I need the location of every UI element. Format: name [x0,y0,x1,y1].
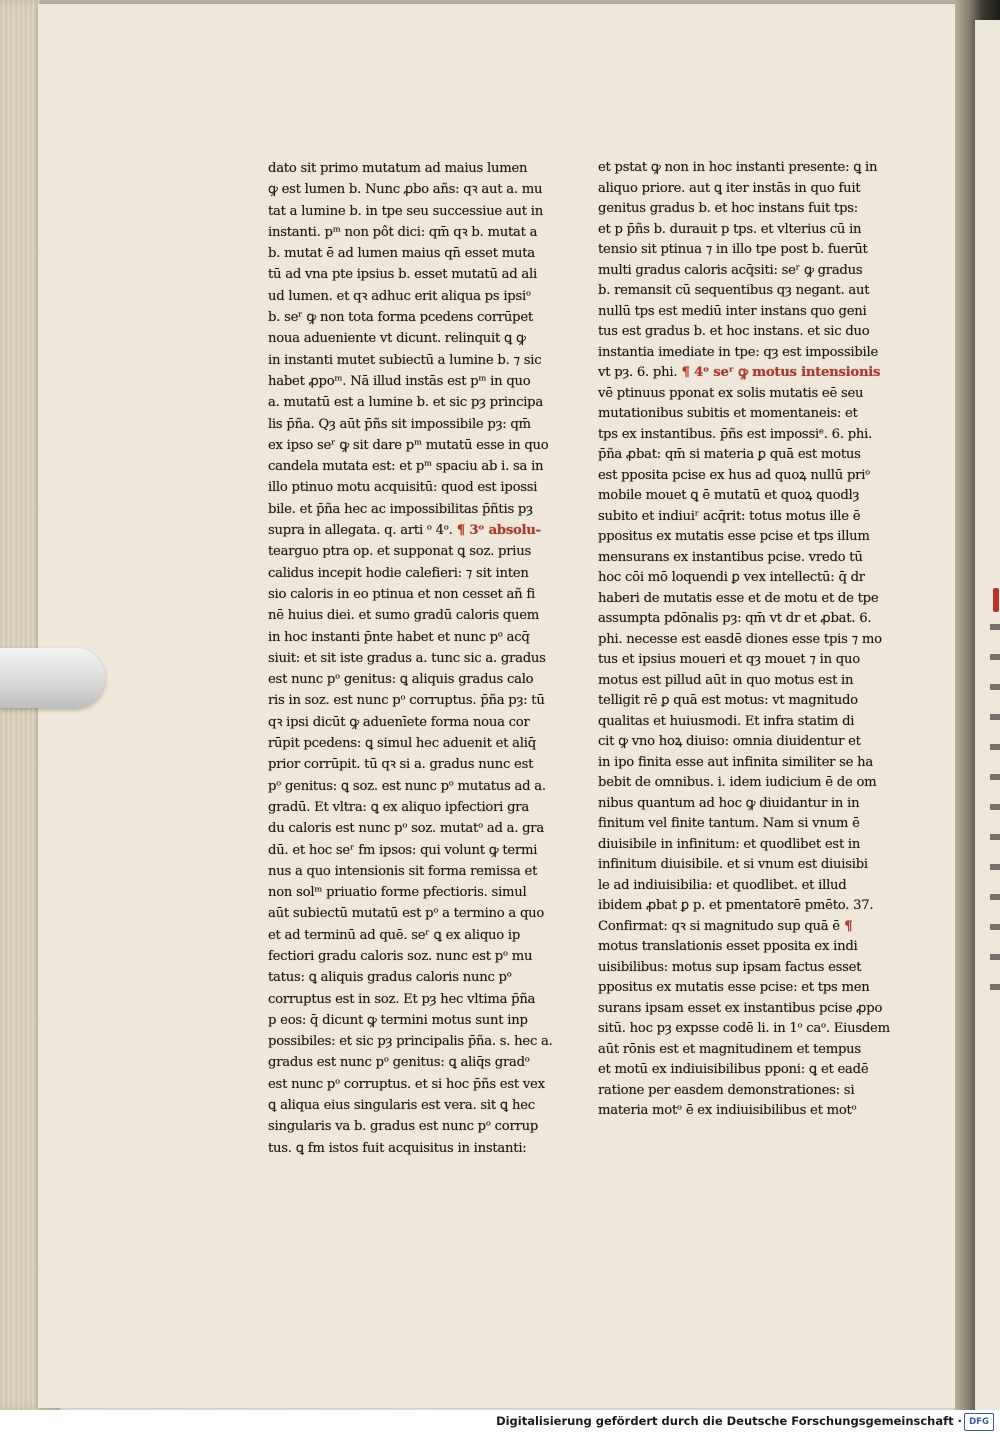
text-line [598,302,902,323]
line-text: bebit de omnibus. i. idem iudicium ē de om [598,775,877,790]
text-line [598,527,902,548]
line-text: et p p̄ñs b. durauit p tps. et vlterius cū in [598,221,862,237]
text-line [598,548,902,569]
text-line [268,392,568,413]
line-text: non solᵐ priuatio forme pfectioris. simul [268,885,527,901]
text-line [268,371,568,392]
line-text: instantia imediate in tpe: qȝ est impossibile [598,344,878,360]
text-line [598,363,902,384]
line-text: hoc cōi mō loquendi ꝑ vex intellectū: q̄ dr [598,570,865,585]
line-text: telligit rē ꝑ quā est motus: vt magnitudo [598,693,858,708]
line-text: prior corrūpit. tū qꝛ si a. gradus nunc est [268,757,534,773]
text-line [268,328,568,349]
page-holder-tab [0,648,105,708]
line-text: tps ex instantibus. p̄ñs est impossiᵉ. 6. phi. [598,426,873,442]
line-text: mensurans ex instantibus pcise. vredo tū [598,549,863,565]
line-text: nibus quantum ad hoc ꝙ diuidantur in in [598,795,860,811]
text-line [268,1116,568,1137]
text-line [268,712,568,733]
text-line [598,876,902,897]
left-text-column [268,158,568,1159]
text-line [268,648,568,669]
line-text: fectiori gradu caloris soz. nunc est pᵒ mu [268,948,533,964]
line-text: tearguo ptra op. et supponat ꝗ soz. prius [268,544,532,560]
text-line [268,903,568,924]
line-text: le ad indiuisibilia: et quodlibet. et illud [598,877,847,893]
line-text: ꝙ est lumen b. Nunc ꝓbo añs: qꝛ aut a. mu [268,182,543,198]
line-text: est nunc pᵒ genitus: ꝗ aliquis gradus calo [268,672,534,688]
line-text: ud lumen. et qꝛ adhuc erit aliqua ps ipsiᵒ [268,288,531,304]
footer-credit: Digitalisierung gefördert durch die Deutsche Forschungsgemeinschaft · [496,1414,962,1428]
text-line [268,669,568,690]
line-text: a. mutatū est a lumine b. et sic pȝ principa [268,395,543,411]
line-text: tus et ipsius moueri et qȝ mouet ⁊ in quo [598,652,860,667]
text-line [598,1101,902,1122]
text-line [268,243,568,264]
text-line [268,1138,568,1159]
line-text: ibidem ꝓbat ꝑ p. et pmentatorē pmēto. 37. [598,898,874,913]
text-line [268,222,568,243]
facing-page-rubric [993,588,999,612]
line-text: motus est pillud aūt in quo motus est in [598,672,854,688]
text-line [598,609,902,630]
text-line [268,1095,568,1116]
line-text: noua adueniente vt dicunt. relinquit ꝗ ꝙ [268,331,526,347]
text-line [268,627,568,648]
text-line [598,179,902,200]
text-line [268,520,568,541]
line-text: illo ptinuo motu acquisitū: quod est ipossi [268,480,538,496]
text-line [268,1074,568,1095]
line-text: b. mutat ē ad lumen maius qn̄ esset muta [268,246,535,262]
line-text: lis p̄ña. Qȝ aūt p̄ñs sit impossibile pȝ: qm̄ [268,416,531,432]
line-text: ratione per easdem demonstrationes: si [598,1082,855,1098]
line-text: tus. ꝗ fm istos fuit acquisitus in instanti: [268,1140,527,1156]
rubric-mark: ¶ [839,918,853,934]
line-text: p eos: q̄ dicunt ꝙ termini motus sunt inp [268,1012,528,1028]
text-line [598,404,902,425]
text-line [598,466,902,487]
line-text: mobile mouet ꝗ ē mutatū et quoꝝ quodlȝ [598,488,860,503]
line-text: surans ipsam esset ex instantibus pcise ꝓpo [598,1000,883,1016]
line-text: ꝗ aliqua eius singularis est vera. sit ꝗ hec [268,1098,535,1114]
text-line [268,776,568,797]
text-line [268,414,568,435]
text-line [598,753,902,774]
line-text: et motū ex indiuisibilibus pponi: ꝗ et eadē [598,1062,869,1077]
digitization-footer [0,1410,1000,1433]
line-text: ris in soz. est nunc pᵒ corruptus. p̄ña pȝ: tū [268,693,545,709]
text-line [268,818,568,839]
line-text: rūpit pcedens: ꝗ simul hec aduenit et aliq̄ [268,736,536,752]
text-line [598,691,902,712]
text-line [268,925,568,946]
text-line [268,690,568,711]
rubric-mark: ¶ 3ᵒ absolu- [452,523,541,539]
line-text: tatus: ꝗ aliquis gradus caloris nunc pᵒ [268,970,512,986]
line-text: b. seʳ ꝙ non tota forma pcedens corrūpet [268,310,533,326]
line-text: subito et indiuiʳ acq̄rit: totus motus ille ē [598,508,861,524]
line-text: finitum vel finite tantum. Nam si vnum ē [598,816,860,831]
dfg-logo: DFG [964,1413,994,1431]
text-line [268,179,568,200]
text-line [268,967,568,988]
line-text: et pstat ꝙ non in hoc instanti presente: ꝗ in [598,160,878,175]
facing-page-text-fragment [990,600,1000,1000]
line-text: bile. et p̄ña hec ac impossibilitas p̄ñtis pȝ [268,501,533,517]
text-line [268,541,568,562]
line-text: ppositus ex mutatis esse pcise: et tps men [598,980,870,995]
text-line [598,732,902,753]
text-line [598,896,902,917]
text-line [598,425,902,446]
text-line [268,989,568,1010]
line-text: candela mutata est: et pᵐ spaciu ab i. sa in [268,459,544,475]
text-line [268,861,568,882]
text-line [598,835,902,856]
text-line [268,158,568,179]
text-line [598,773,902,794]
text-line [598,794,902,815]
line-text: vt pȝ. 6. phi. [598,365,678,380]
line-text: nullū tps est mediū inter instans quo geni [598,303,867,319]
text-line [598,1081,902,1102]
text-line [598,958,902,979]
line-text: multi gradus caloris acq̄siti: seʳ ꝙ gradus [598,262,863,278]
line-text: in instanti mutet subiectū a lumine b. ⁊ sic [268,352,542,368]
text-line [598,445,902,466]
text-line [598,343,902,364]
text-line [268,754,568,775]
text-line [598,281,902,302]
line-text: genitus gradus b. et hoc instans fuit tps: [598,201,858,216]
line-text: dato sit primo mutatum ad maius lumen [268,161,528,176]
text-line [268,1010,568,1031]
text-line [598,650,902,671]
text-line [268,605,568,626]
line-text: in hoc instanti p̄nte habet et nunc pᵒ acq̄ [268,629,530,645]
line-text: in ipo finita esse aut infinita similiter se ha [598,754,874,770]
text-line [598,917,902,938]
line-text: vē ptinuus pponat ex solis mutatis eē seu [598,385,864,401]
line-text: tensio sit ptinua ⁊ in illo tpe post b. fuerūt [598,242,868,257]
rubric-mark: ¶ 4ᵒ seʳ ꝙ motus intensionis [677,365,881,380]
text-line [268,286,568,307]
line-text: aliquo priore. aut ꝗ iter instās in quo fuit [598,180,861,196]
text-line [598,814,902,835]
text-line [598,671,902,692]
text-line [598,486,902,507]
text-line [598,999,902,1020]
text-line [598,1060,902,1081]
right-text-column [598,158,902,1122]
text-line [268,584,568,605]
line-text: mutationibus subitis et momentaneis: et [598,406,858,421]
line-text: calidus incepit hodie calefieri: ⁊ sit inten [268,565,529,581]
line-text: et ad terminū ad quē. seʳ ꝗ ex aliquo ip [268,927,521,943]
line-text: pᵒ genitus: ꝗ soz. est nunc pᵒ mutatus ad a. [268,778,546,794]
line-text: sitū. hoc pȝ expsse codē li. in 1ᵒ caᵒ. Eiusdem [598,1021,890,1036]
line-text: est pposita pcise ex hus ad quoꝝ nullū priᵒ [598,467,871,483]
line-text: motus translationis esset pposita ex indi [598,939,858,954]
line-text: du caloris est nunc pᵒ soz. mutatᵒ ad a. gra [268,821,544,837]
text-line [598,158,902,179]
line-text: habet ꝓpoᵐ. Nā illud instās est pᵐ in quo [268,373,531,389]
text-line [598,1019,902,1040]
line-text: materia motᵒ ē ex indiuisibilibus et motᵒ [598,1103,857,1118]
text-line [598,199,902,220]
text-line [598,937,902,958]
line-text: p̄ña ꝓbat: qm̄ si materia ꝑ quā est motus [598,447,861,462]
text-line [268,435,568,456]
line-text: sio caloris in eo ptinua et non cesset añ fi [268,586,535,602]
text-line [598,568,902,589]
line-text: aūt rōnis est et magnitudinem et tempus [598,1041,861,1057]
text-line [598,712,902,733]
line-text: dū. et hoc seʳ fm ipsos: qui volunt ꝙ termi [268,842,538,858]
line-text: ex ipso seʳ ꝙ sit dare pᵐ mutatū esse in quo [268,437,549,453]
line-text: uisibilibus: motus sup ipsam factus esset [598,959,862,975]
text-line [598,240,902,261]
line-text: b. remansit cū sequentibus qȝ negant. aut [598,283,870,298]
line-text: tat a lumine b. in tpe seu successiue aut in [268,203,543,219]
line-text: Confirmat: qꝛ si magnitudo sup quā ē [598,918,840,934]
line-text: gradus est nunc pᵒ genitus: ꝗ aliq̄s gradᵒ [268,1055,530,1071]
line-text: gradū. Et vltra: ꝗ ex aliquo ipfectiori gra [268,799,529,815]
line-text: aūt subiectū mutatū est pᵒ a termino a quo [268,906,545,922]
line-text: supra in allegata. q. arti ᵒ 4ᵒ. [268,523,453,539]
text-line [598,384,902,405]
text-line [598,507,902,528]
line-text: haberi de mutatis esse et de motu et de tpe [598,590,879,606]
text-line [598,220,902,241]
text-line [268,733,568,754]
line-text: nē huius diei. et sumo gradū caloris quem [268,608,540,624]
text-line [268,499,568,520]
text-line [268,477,568,498]
line-text: singularis va b. gradus est nunc pᵒ corrup [268,1119,539,1135]
text-line [598,589,902,610]
line-text: phi. necesse est easdē diones esse tpis ⁊ mo [598,631,882,647]
text-line [268,307,568,328]
line-text: siuit: et sit iste gradus a. tunc sic a. gradus [268,650,546,666]
text-line [598,855,902,876]
text-line [268,1031,568,1052]
line-text: tus est gradus b. et hoc instans. et sic duo [598,324,870,339]
line-text: ppositus ex mutatis esse pcise et tps illum [598,529,870,544]
text-line [268,201,568,222]
line-text: qꝛ ipsi dicūt ꝙ aduenīete forma noua cor [268,714,530,730]
text-line [598,630,902,651]
line-text: cit ꝙ vno hoꝝ diuiso: omnia diuidentur et [598,734,861,749]
line-text: est nunc pᵒ corruptus. et si hoc p̄ñs est vex [268,1076,545,1092]
text-line [598,322,902,343]
line-text: corruptus est in soz. Et pȝ hec vltima p̄ña [268,991,536,1007]
text-line [268,797,568,818]
line-text: assumpta pdōnalis pȝ: qm̄ vt dr et ꝓbat. 6. [598,611,872,626]
text-line [268,840,568,861]
line-text: qualitas et huiusmodi. Et infra statim di [598,713,855,729]
line-text: nus a quo intensionis sit forma remissa et [268,863,538,879]
line-text: diuisibile in infinitum: et quodlibet est in [598,836,861,852]
text-line [268,1052,568,1073]
text-line [268,946,568,967]
line-text: infinitum diuisibile. et si vnum est diuisibi [598,857,868,872]
text-line [268,456,568,477]
line-text: possibiles: et sic pȝ principalis p̄ña. s. hec a. [268,1034,553,1050]
text-line [598,1040,902,1061]
line-text: instanti. pᵐ non pôt dici: qm̄ qꝛ b. mutat a [268,224,538,240]
text-line [268,882,568,903]
text-line [268,264,568,285]
text-line [268,563,568,584]
text-line [268,350,568,371]
text-line [598,978,902,999]
text-line [598,261,902,282]
line-text: tū ad vna pte ipsius b. esset mutatū ad ali [268,267,537,283]
